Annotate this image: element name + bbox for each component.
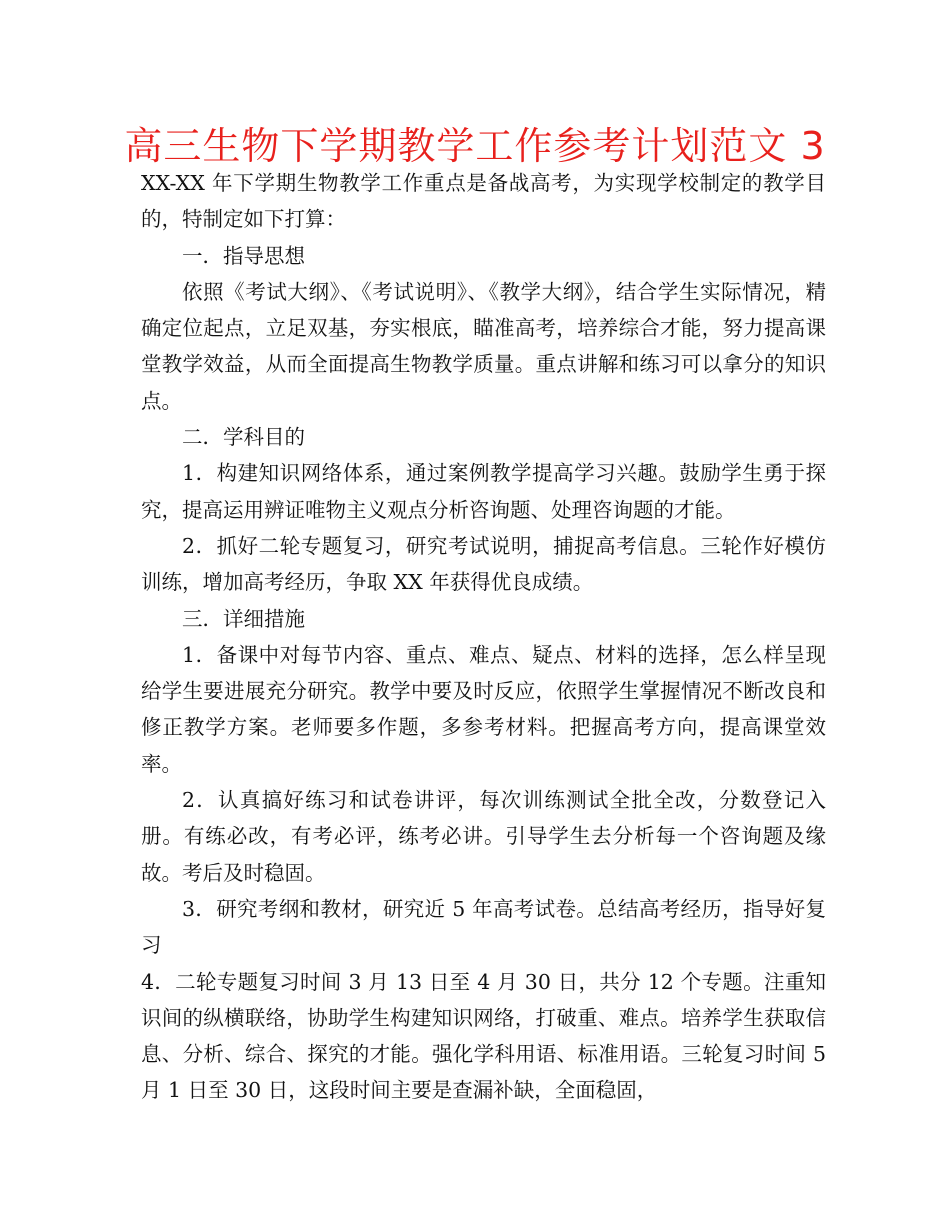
body-paragraph: 2．认真搞好练习和试卷讲评，每次训练测试全批全改，分数登记入册。有练必改，有考必评，练考必讲。引导学生去分析每一个咨询题及缘故。考后及时稳固。 [141,788,826,885]
body-paragraph: 2．抓好二轮专题复习，研究考试说明，捕捉高考信息。三轮作好模仿训练，增加高考经历，争取 XX 年获得优良成绩。 [141,533,826,595]
body-paragraph: 1．备课中对每节内容、重点、难点、疑点、材料的选择，怎么样呈现给学生要进展充分研究。教学中要及时反应，依照学生掌握情况不断改良和修正教学方案。老师要多作题，多参考材料。把握高考方向，提高课堂效率。 [141,642,826,776]
document-title: 高三生物下学期教学工作参考计划范文 3 [124,124,826,168]
body-paragraph: 三．详细措施 [182,606,305,631]
body-paragraph: 一．指导思想 [182,243,305,268]
body-paragraph: XX-XX 年下学期生物教学工作重点是备战高考，为实现学校制定的教学目的，特制定如下打算： [141,171,826,232]
document-body [141,165,826,1109]
body-paragraph: 依照《考试大纲》、《考试说明》、《教学大纲》，结合学生实际情况，精确定位起点，立足双基，夯实根底，瞄准高考，培养综合才能，努力提高课堂教学效益，从而全面提高生物教学质量。重点讲解和练习可以拿分的知识点。 [141,279,826,413]
body-paragraph: 4．二轮专题复习时间 3 月 13 日至 4 月 30 日，共分 12 个专题。注重知识间的纵横联络，协助学生构建知识网络，打破重、难点。培养学生获取信息、分析、综合、探究的才能。强化学科用语、标准用语。三轮复习时间 5 月 1 日至 30 日，这段时间主要是查漏补缺，全面稳固， [141,969,826,1103]
body-paragraph: 二．学科目的 [182,425,305,450]
body-paragraph: 1．构建知识网络体系，通过案例教学提高学习兴趣。鼓励学生勇于探究，提高运用辨证唯物主义观点分析咨询题、处理咨询题的才能。 [141,461,826,522]
body-paragraph: 3．研究考纲和教材，研究近 5 年高考试卷。总结高考经历，指导好复习 [141,896,826,958]
